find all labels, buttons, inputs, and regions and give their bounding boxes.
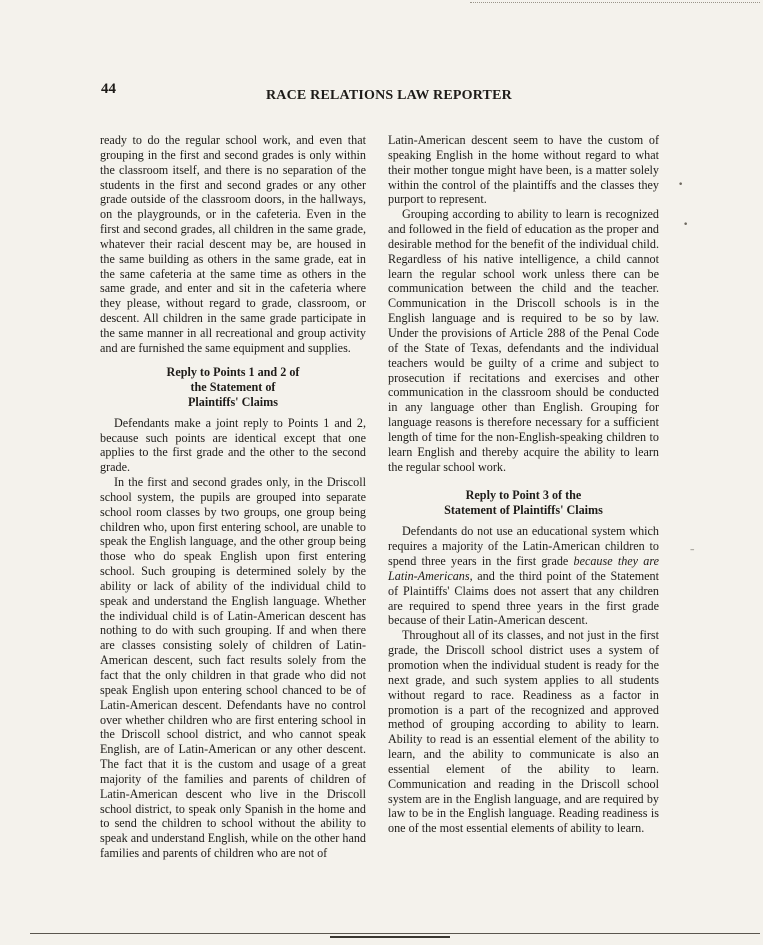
left-paragraph-3: In the first and second grades only, in the Driscoll school system, the pupils are grouped into separate school room classes by two groups, one group being children who, upon first entering school, are unable to speak the English language, and the other group being those who do speak English upon first entering school. Such grouping is determined solely by the ability or lack of ability of the individual child to speak and understand the English language. Whether the individual child is of Latin-American descent has nothing to do with such grouping. If and when there are classes consisting solely of children of Latin-American descent, such fact results solely from the fact that the only children in that grade who did not speak English upon entering school chanced to be of Latin-American descent. Defendants have no control over whether children who are first entering school in the Driscoll school district, and who cannot speak English, are of Latin-American or any other descent. The fact that it is the custom and usage of a great majority of the families and parents of children of Latin-American descent who live in the Driscoll school district, to speak only Spanish in the home and to send the children to school without the ability to speak and understand English, while on the other hand families and parents of children who are not of [100,475,366,861]
left-heading-line-3: Plaintiffs' Claims [187,394,279,409]
right-paragraph-4: Throughout all of its classes, and not just in the first grade, the Driscoll school district uses a system of promotion when the individual student is ready for the next grade, and such system applies to all students without regard to race. Readiness as a factor in promotion is a part of the recognized and approved method of grouping according to ability to learn. Ability to read is an essential element of the ability to learn, and the ability to communicate is also an essential element of the ability to learn. Communication and reading in the Driscoll school system are in the English language, and are required by law to be in the English language. Reading readiness is one of the most essential elements of ability to learn. [388,628,659,836]
left-column [100,133,366,861]
right-paragraph-2: Grouping according to ability to learn is recognized and followed in the field of education as the proper and desirable method for the benefit of the individual child. Regardless of his native intelligence, a child cannot learn the regular school work unless there can be communication between the child and the teacher. Communication in the Driscoll schools is in the English language and is required to be so by law. Under the provisions of Article 288 of the Penal Code of the State of Texas, defendants and the individual teachers would be guilty of a crime and subject to prosecution if recitations and exercises and other communication in the classroom should be conducted in any language other than English. Grouping for language reasons is therefore necessary for a sufficient length of time for the non-English-speaking children to learn English and thereby acquire the ability to learn the regular school work. [388,207,659,474]
right-paragraph-3-italic: because they are Latin-Americans, [388,554,660,583]
left-paragraph-2: Defendants make a joint reply to Points 1 and 2, because such points are identical except that one applies to the first grade and the other to the second grade. [100,415,366,475]
left-heading-line-2: the Statement of [190,379,276,394]
margin-mark: • [678,180,684,190]
left-heading-line-1: Reply to Points 1 and 2 of [166,364,300,379]
left-section-heading [100,365,366,410]
left-paragraph-1: ready to do the regular school work, and even that grouping in the first and second grades is only within the classroom itself, and there is no separation of the students in the first and second grades or any other grade outside of the classroom doors, in the hallways, on the playgrounds, or in the cafeteria. Even in the first and second grades, all children in the same grade, whatever their racial descent may be, are housed in the same building as others in the same grade, eat in the same cafeteria at the same time as others in the same grade, and enter and sit in the cafeteria where they please, without regard to grade, classroom, or descent. All children in the same grade participate in the same manner in all recreational and group activity and are furnished the same equipment and supplies. [100,133,366,355]
right-paragraph-3-end: and the third point of the Statement of Plaintiffs' Claims does not assert that any children are required to spend three years in the first grade because of their Latin-American descent. [388,568,659,628]
right-paragraph-3 [388,524,659,628]
page-number: 44 [101,81,116,97]
margin-mark: – [690,545,695,555]
running-title: RACE RELATIONS LAW REPORTER [266,88,512,103]
bottom-rule-thick [330,936,450,938]
margin-mark: • [683,220,689,230]
right-paragraph-3-start: Defendants do not use an educational system which requires a majority of the Latin-American children to spend three years in the first grade [388,524,659,569]
right-heading-line-1: Reply to Point 3 of the [465,488,582,503]
right-section-heading [388,488,659,518]
right-paragraph-1: Latin-American descent seem to have the custom of speaking English in the home without regard to what their mother tongue might have been, is a matter solely within the control of the plaintiffs and the classes they purport to represent. [388,133,659,207]
top-dotted-rule [470,2,760,3]
bottom-rule [30,933,760,934]
right-heading-line-2: Statement of Plaintiffs' Claims [444,503,603,518]
right-column [388,133,659,836]
